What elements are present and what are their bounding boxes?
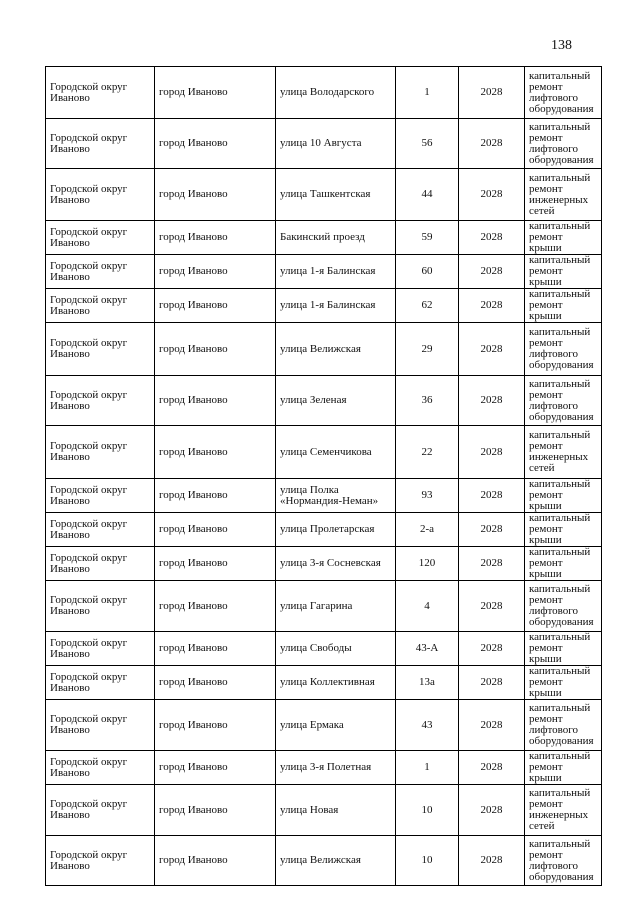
page-number: 138: [551, 38, 572, 53]
municipality-cell: Городской округ Иваново: [46, 581, 155, 632]
city-cell: город Иваново: [155, 547, 276, 581]
city-cell: город Иваново: [155, 666, 276, 700]
municipality-cell: Городской округ Иваново: [46, 323, 155, 376]
street-cell: улица Ермака: [276, 700, 396, 751]
city-cell: город Иваново: [155, 581, 276, 632]
city-cell: город Иваново: [155, 426, 276, 479]
table-row: [46, 836, 602, 886]
year-cell: 2028: [459, 666, 525, 700]
house-cell: 44: [396, 169, 459, 221]
house-cell: 1: [396, 751, 459, 785]
municipality-cell: Городской округ Иваново: [46, 289, 155, 323]
city-cell: город Иваново: [155, 751, 276, 785]
city-cell: город Иваново: [155, 479, 276, 513]
year-cell: 2028: [459, 785, 525, 836]
house-cell: 62: [396, 289, 459, 323]
street-cell: улица 3-я Сосневская: [276, 547, 396, 581]
table-row: [46, 323, 602, 376]
work-type-cell: капитальный ремонт крыши: [525, 751, 602, 785]
house-cell: 120: [396, 547, 459, 581]
year-cell: 2028: [459, 547, 525, 581]
municipality-cell: Городской округ Иваново: [46, 632, 155, 666]
house-cell: 10: [396, 785, 459, 836]
year-cell: 2028: [459, 119, 525, 169]
work-type-cell: капитальный ремонт инженерных сетей: [525, 785, 602, 836]
municipality-cell: Городской округ Иваново: [46, 751, 155, 785]
house-cell: 2-а: [396, 513, 459, 547]
city-cell: город Иваново: [155, 169, 276, 221]
street-cell: улица Володарского: [276, 67, 396, 119]
work-type-cell: капитальный ремонт крыши: [525, 255, 602, 289]
year-cell: 2028: [459, 221, 525, 255]
work-type-cell: капитальный ремонт крыши: [525, 513, 602, 547]
street-cell: улица Велижская: [276, 323, 396, 376]
work-type-cell: капитальный ремонт лифтового оборудования: [525, 700, 602, 751]
table-row: [46, 751, 602, 785]
street-cell: улица Новая: [276, 785, 396, 836]
municipality-cell: Городской округ Иваново: [46, 221, 155, 255]
municipality-cell: Городской округ Иваново: [46, 67, 155, 119]
municipality-cell: Городской округ Иваново: [46, 479, 155, 513]
registry-table-body: [46, 67, 602, 886]
work-type-cell: капитальный ремонт крыши: [525, 289, 602, 323]
house-cell: 4: [396, 581, 459, 632]
house-cell: 56: [396, 119, 459, 169]
street-cell: улица 3-я Полетная: [276, 751, 396, 785]
table-row: [46, 119, 602, 169]
work-type-cell: капитальный ремонт инженерных сетей: [525, 169, 602, 221]
house-cell: 60: [396, 255, 459, 289]
work-type-cell: капитальный ремонт крыши: [525, 666, 602, 700]
work-type-cell: капитальный ремонт лифтового оборудования: [525, 581, 602, 632]
table-row: [46, 255, 602, 289]
city-cell: город Иваново: [155, 785, 276, 836]
table-row: [46, 426, 602, 479]
house-cell: 13а: [396, 666, 459, 700]
municipality-cell: Городской округ Иваново: [46, 547, 155, 581]
work-type-cell: капитальный ремонт крыши: [525, 632, 602, 666]
municipality-cell: Городской округ Иваново: [46, 785, 155, 836]
house-cell: 43-А: [396, 632, 459, 666]
street-cell: улица Ташкентская: [276, 169, 396, 221]
work-type-cell: капитальный ремонт лифтового оборудования: [525, 376, 602, 426]
year-cell: 2028: [459, 169, 525, 221]
municipality-cell: Городской округ Иваново: [46, 169, 155, 221]
house-cell: 29: [396, 323, 459, 376]
table-row: [46, 169, 602, 221]
city-cell: город Иваново: [155, 323, 276, 376]
street-cell: улица Полка «Нормандия-Неман»: [276, 479, 396, 513]
table-row: [46, 221, 602, 255]
municipality-cell: Городской округ Иваново: [46, 376, 155, 426]
year-cell: 2028: [459, 67, 525, 119]
municipality-cell: Городской округ Иваново: [46, 666, 155, 700]
city-cell: город Иваново: [155, 119, 276, 169]
work-type-cell: капитальный ремонт инженерных сетей: [525, 426, 602, 479]
table-row: [46, 513, 602, 547]
city-cell: город Иваново: [155, 513, 276, 547]
table-row: [46, 632, 602, 666]
work-type-cell: капитальный ремонт лифтового оборудования: [525, 67, 602, 119]
municipality-cell: Городской округ Иваново: [46, 513, 155, 547]
work-type-cell: капитальный ремонт крыши: [525, 221, 602, 255]
municipality-cell: Городской округ Иваново: [46, 700, 155, 751]
house-cell: 22: [396, 426, 459, 479]
house-cell: 43: [396, 700, 459, 751]
city-cell: город Иваново: [155, 67, 276, 119]
year-cell: 2028: [459, 289, 525, 323]
year-cell: 2028: [459, 426, 525, 479]
street-cell: улица 1-я Балинская: [276, 289, 396, 323]
work-type-cell: капитальный ремонт лифтового оборудования: [525, 836, 602, 886]
street-cell: улица Гагарина: [276, 581, 396, 632]
table-row: [46, 67, 602, 119]
year-cell: 2028: [459, 836, 525, 886]
year-cell: 2028: [459, 255, 525, 289]
work-type-cell: капитальный ремонт лифтового оборудования: [525, 119, 602, 169]
street-cell: улица Свободы: [276, 632, 396, 666]
year-cell: 2028: [459, 751, 525, 785]
house-cell: 93: [396, 479, 459, 513]
house-cell: 10: [396, 836, 459, 886]
table-row: [46, 700, 602, 751]
city-cell: город Иваново: [155, 289, 276, 323]
year-cell: 2028: [459, 632, 525, 666]
table-row: [46, 376, 602, 426]
registry-table: [45, 66, 602, 886]
city-cell: город Иваново: [155, 632, 276, 666]
work-type-cell: капитальный ремонт лифтового оборудования: [525, 323, 602, 376]
municipality-cell: Городской округ Иваново: [46, 836, 155, 886]
city-cell: город Иваново: [155, 700, 276, 751]
work-type-cell: капитальный ремонт крыши: [525, 547, 602, 581]
city-cell: город Иваново: [155, 221, 276, 255]
city-cell: город Иваново: [155, 255, 276, 289]
street-cell: улица Пролетарская: [276, 513, 396, 547]
street-cell: Бакинский проезд: [276, 221, 396, 255]
street-cell: улица Велижская: [276, 836, 396, 886]
house-cell: 36: [396, 376, 459, 426]
table-row: [46, 581, 602, 632]
table-row: [46, 479, 602, 513]
year-cell: 2028: [459, 581, 525, 632]
city-cell: город Иваново: [155, 836, 276, 886]
municipality-cell: Городской округ Иваново: [46, 255, 155, 289]
street-cell: улица Коллективная: [276, 666, 396, 700]
work-type-cell: капитальный ремонт крыши: [525, 479, 602, 513]
street-cell: улица 1-я Балинская: [276, 255, 396, 289]
municipality-cell: Городской округ Иваново: [46, 119, 155, 169]
year-cell: 2028: [459, 376, 525, 426]
street-cell: улица Зеленая: [276, 376, 396, 426]
street-cell: улица Семенчикова: [276, 426, 396, 479]
street-cell: улица 10 Августа: [276, 119, 396, 169]
year-cell: 2028: [459, 323, 525, 376]
table-row: [46, 666, 602, 700]
year-cell: 2028: [459, 513, 525, 547]
house-cell: 1: [396, 67, 459, 119]
house-cell: 59: [396, 221, 459, 255]
table-row: [46, 547, 602, 581]
year-cell: 2028: [459, 700, 525, 751]
table-row: [46, 785, 602, 836]
municipality-cell: Городской округ Иваново: [46, 426, 155, 479]
table-row: [46, 289, 602, 323]
year-cell: 2028: [459, 479, 525, 513]
city-cell: город Иваново: [155, 376, 276, 426]
